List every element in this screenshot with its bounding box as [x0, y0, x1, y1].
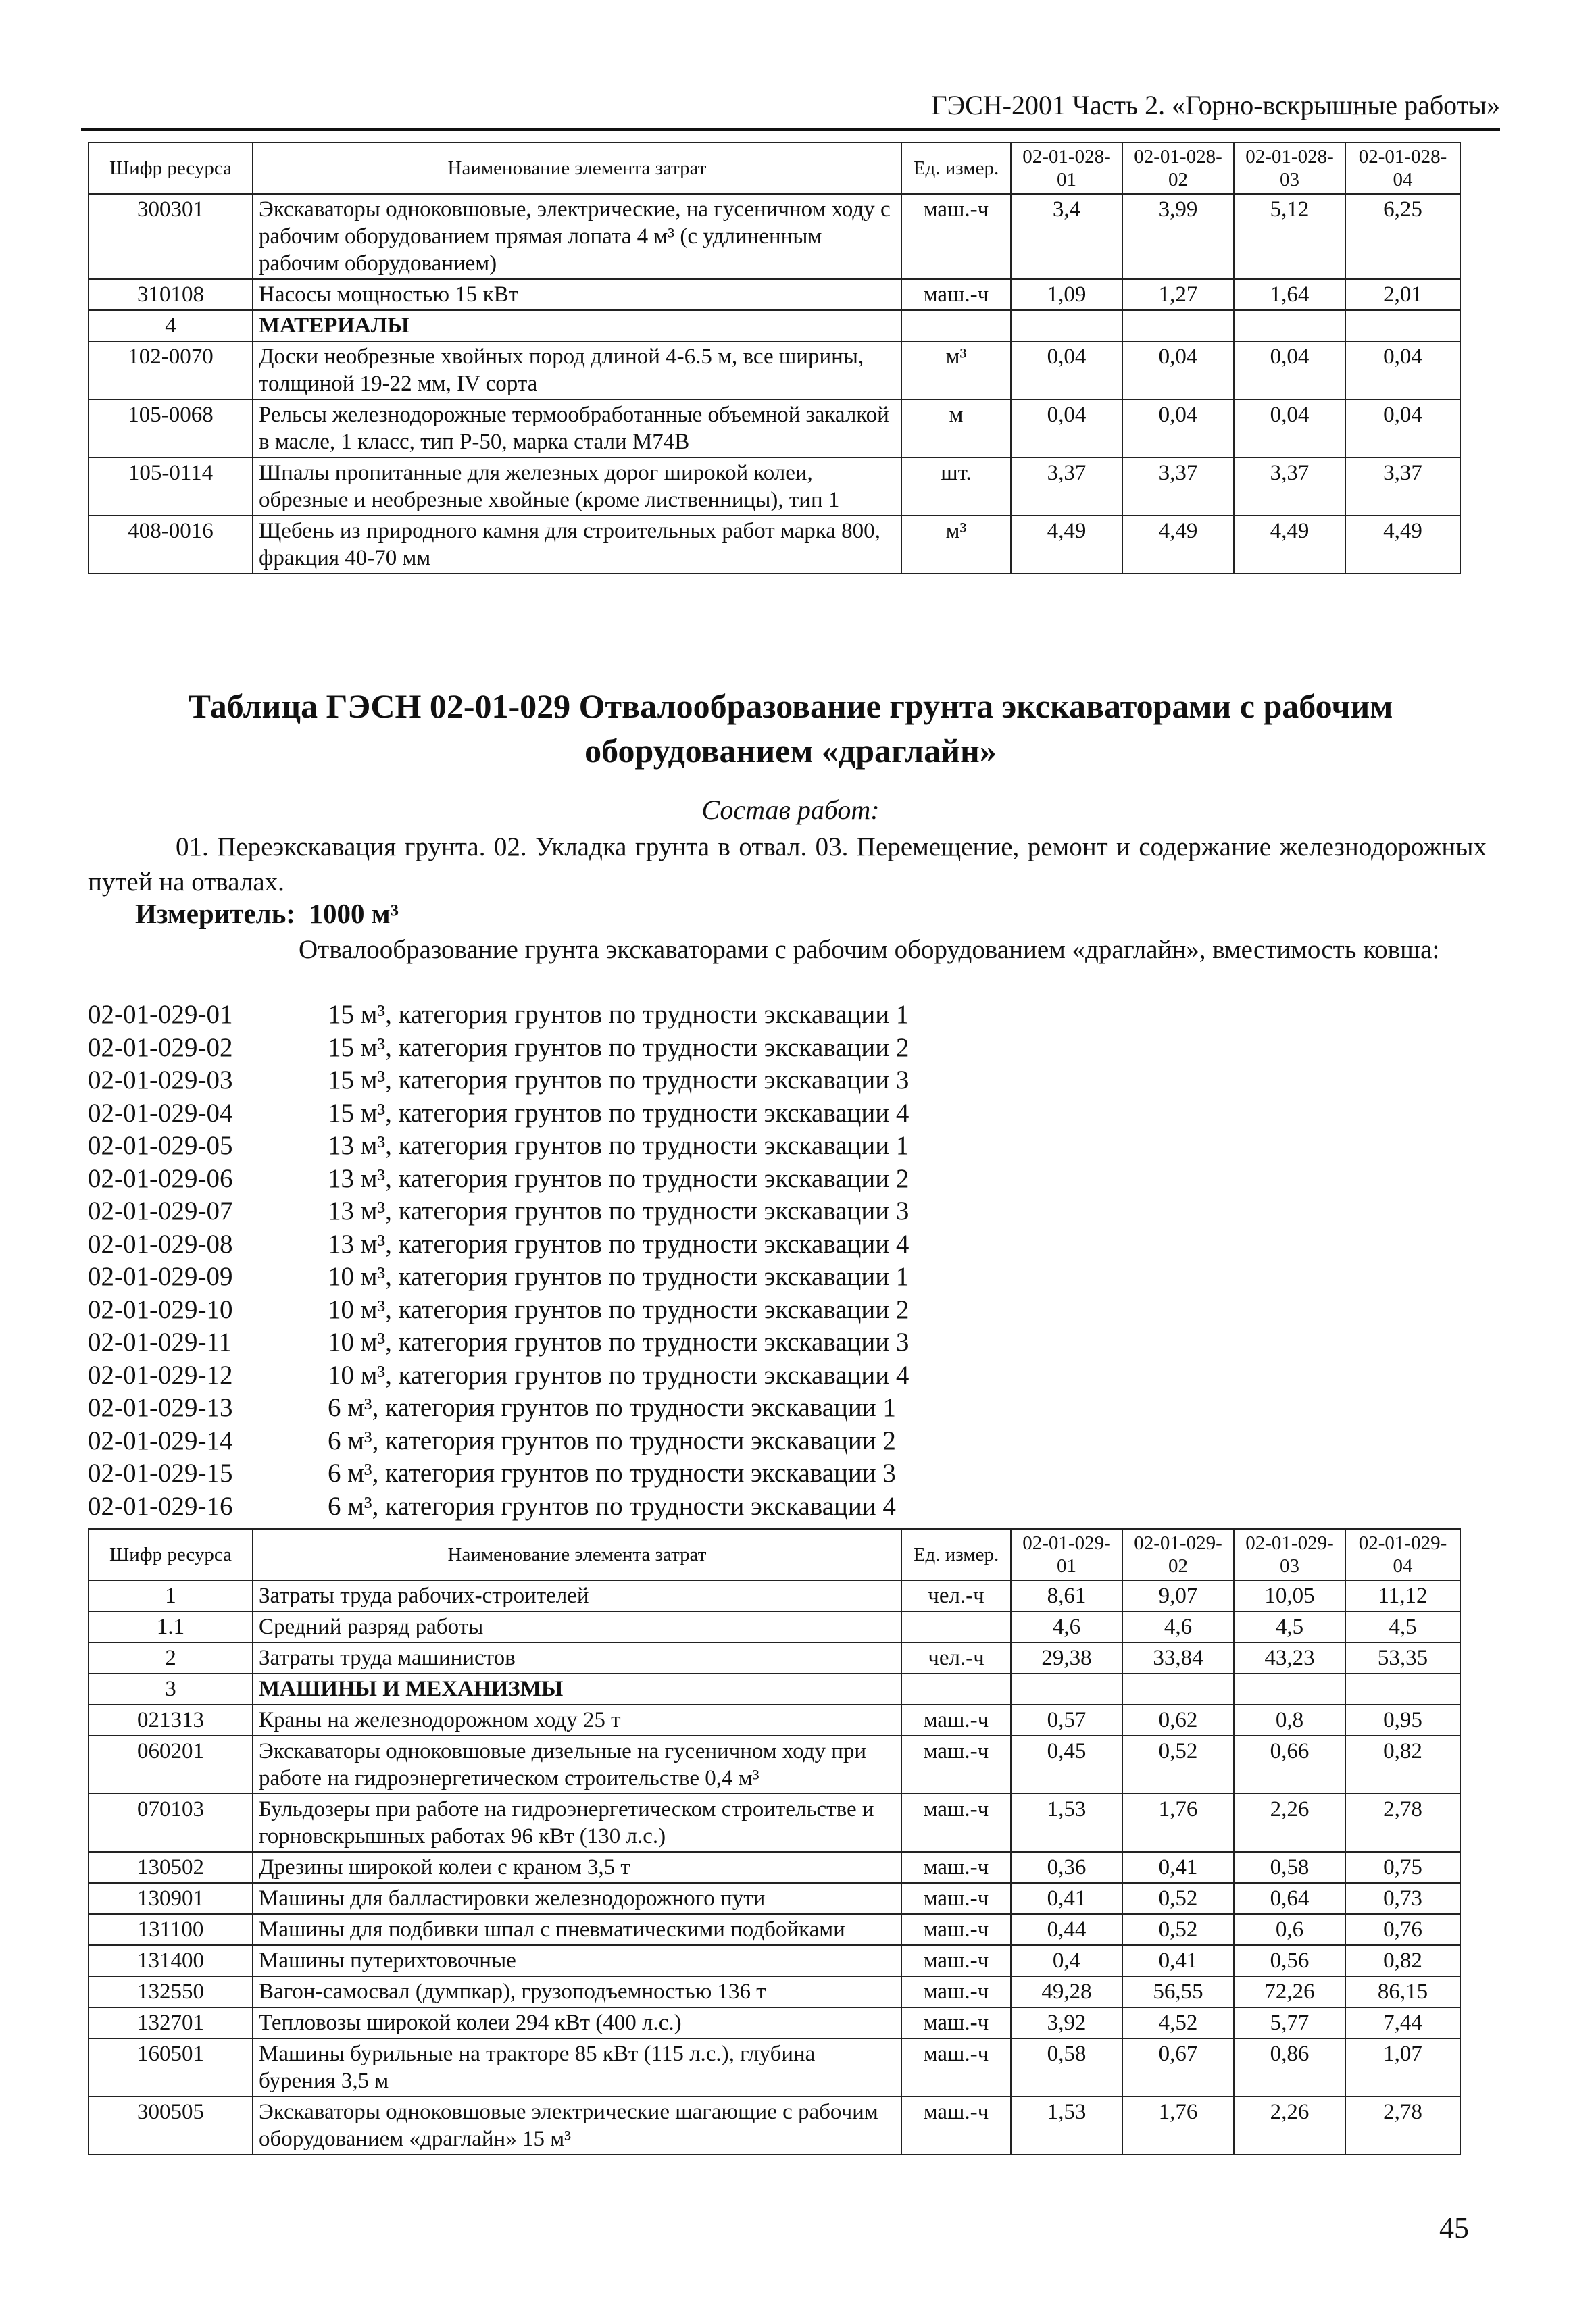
norm-value: [1234, 310, 1345, 341]
column-header-name: Наименование элемента затрат: [253, 1529, 901, 1580]
norm-value: 4,49: [1345, 515, 1460, 574]
norm-value: 4,49: [1122, 515, 1234, 574]
table-row: [89, 457, 1460, 515]
norm-value: [1122, 1674, 1234, 1705]
norm-value: 1,07: [1345, 2038, 1460, 2096]
unit: маш.-ч: [901, 2038, 1011, 2096]
unit: маш.-ч: [901, 1705, 1011, 1736]
norm-value: 0,41: [1011, 1883, 1122, 1914]
resource-code: 105-0068: [89, 399, 253, 457]
norm-value: 7,44: [1345, 2007, 1460, 2038]
resource-name: Машины путерихтовочные: [253, 1945, 901, 1976]
norm-value: 0,04: [1011, 341, 1122, 399]
norm-value: 2,01: [1345, 279, 1460, 310]
variant-item: [88, 1032, 1493, 1065]
resource-code: 060201: [89, 1736, 253, 1794]
unit: маш.-ч: [901, 1852, 1011, 1883]
unit: маш.-ч: [901, 1945, 1011, 1976]
norm-value: 0,44: [1011, 1914, 1122, 1945]
resource-code: 102-0070: [89, 341, 253, 399]
running-header: ГЭСН-2001 Часть 2. «Горно-вскрышные работы»: [931, 90, 1500, 120]
variant-code: 02-01-029-05: [88, 1131, 233, 1160]
variant-item: [88, 1228, 1493, 1261]
resource-code: 160501: [89, 2038, 253, 2096]
norm-value: 0,58: [1234, 1852, 1345, 1883]
resource-name: Краны на железнодорожном ходу 25 т: [253, 1705, 901, 1736]
resource-code: 021313: [89, 1705, 253, 1736]
table-row: [89, 2096, 1460, 2155]
column-header-variant: 02-01-028-04: [1345, 143, 1460, 194]
table-row: [89, 194, 1460, 279]
unit: чел.-ч: [901, 1580, 1011, 1611]
norm-value: 0,95: [1345, 1705, 1460, 1736]
column-header-unit: Ед. измер.: [901, 143, 1011, 194]
norm-value: 33,84: [1122, 1642, 1234, 1674]
resource-name: Дрезины широкой колеи с краном 3,5 т: [253, 1852, 901, 1883]
norm-value: 0,8: [1234, 1705, 1345, 1736]
variants-list: [88, 999, 1493, 1523]
resource-code: 300505: [89, 2096, 253, 2155]
table-row: [89, 1945, 1460, 1976]
resource-name: МАШИНЫ И МЕХАНИЗМЫ: [253, 1674, 901, 1705]
norm-value: 2,26: [1234, 2096, 1345, 2155]
composition-title: Состав работ:: [701, 795, 880, 825]
table-row: [89, 1611, 1460, 1642]
norm-value: 6,25: [1345, 194, 1460, 279]
variant-code: 02-01-029-02: [88, 1032, 233, 1062]
resource-name: Рельсы железнодорожные термообработанные объемной закалкой в масле, 1 класс, тип Р-50, марка стали М74В: [253, 399, 901, 457]
table-row: [89, 1736, 1460, 1794]
norm-value: 0,67: [1122, 2038, 1234, 2096]
norm-value: 29,38: [1011, 1642, 1122, 1674]
norm-value: 0,52: [1122, 1914, 1234, 1945]
variant-code: 02-01-029-06: [88, 1163, 233, 1193]
norm-value: 0,73: [1345, 1883, 1460, 1914]
variant-item: [88, 1261, 1493, 1294]
norm-value: 0,52: [1122, 1736, 1234, 1794]
unit: шт.: [901, 457, 1011, 515]
norm-value: [1345, 310, 1460, 341]
variant-description: 10 м³, категория грунтов по трудности экскавации 4: [328, 1360, 909, 1390]
resource-name: Экскаваторы одноковшовые, электрические, на гусеничном ходу с рабочим оборудованием прямая лопата 4 м³ (с удлиненным рабочим оборудованием): [253, 194, 901, 279]
table-row: [89, 1642, 1460, 1674]
variant-description: 6 м³, категория грунтов по трудности экскавации 4: [328, 1491, 896, 1521]
section-row: [89, 310, 1460, 341]
unit: маш.-ч: [901, 1976, 1011, 2007]
variant-item: [88, 999, 1493, 1032]
resource-name: Средний разряд работы: [253, 1611, 901, 1642]
norm-value: 1,64: [1234, 279, 1345, 310]
variant-code: 02-01-029-12: [88, 1360, 233, 1390]
norm-value: 2,78: [1345, 1794, 1460, 1852]
variant-item: [88, 1326, 1493, 1359]
resource-code: 1.1: [89, 1611, 253, 1642]
composition-text: 01. Переэкскавация грунта. 02. Укладка грунта в отвал. 03. Перемещение, ремонт и содержание железнодорожных путей на отвалах.: [88, 832, 1487, 897]
norm-value: 4,5: [1234, 1611, 1345, 1642]
variant-item: [88, 1130, 1493, 1163]
norm-value: 2,78: [1345, 2096, 1460, 2155]
norm-value: 3,99: [1122, 194, 1234, 279]
resource-name: Бульдозеры при работе на гидроэнергетическом строительстве и горновскрышных работах 96 кВт (130 л.с.): [253, 1794, 901, 1852]
resource-code: 131400: [89, 1945, 253, 1976]
resource-code: 300301: [89, 194, 253, 279]
norm-value: 0,6: [1234, 1914, 1345, 1945]
column-header-code: Шифр ресурса: [89, 1529, 253, 1580]
resource-code: 105-0114: [89, 457, 253, 515]
resource-name: Вагон-самосвал (думпкар), грузоподъемностью 136 т: [253, 1976, 901, 2007]
table-row: [89, 279, 1460, 310]
unit: м³: [901, 341, 1011, 399]
variant-code: 02-01-029-01: [88, 1000, 233, 1029]
meter-value: 1000 м³: [309, 898, 399, 929]
resource-code: 130502: [89, 1852, 253, 1883]
unit: маш.-ч: [901, 279, 1011, 310]
variant-code: 02-01-029-04: [88, 1098, 233, 1128]
variant-description: 15 м³, категория грунтов по трудности экскавации 1: [328, 1000, 909, 1029]
resource-name: Шпалы пропитанные для железных дорог широкой колеи, обрезные и необрезные хвойные (кроме лиственницы), тип 1: [253, 457, 901, 515]
variant-code: 02-01-029-09: [88, 1262, 233, 1291]
table-row: [89, 1705, 1460, 1736]
table-row: [89, 1976, 1460, 2007]
variant-code: 02-01-029-08: [88, 1229, 233, 1259]
norm-value: 43,23: [1234, 1642, 1345, 1674]
variant-description: 13 м³, категория грунтов по трудности экскавации 3: [328, 1197, 909, 1226]
variant-description: 6 м³, категория грунтов по трудности экскавации 3: [328, 1459, 896, 1488]
norm-value: 0,66: [1234, 1736, 1345, 1794]
norm-value: 4,6: [1122, 1611, 1234, 1642]
resource-code: 408-0016: [89, 515, 253, 574]
resource-code: 132550: [89, 1976, 253, 2007]
norm-value: 72,26: [1234, 1976, 1345, 2007]
norm-value: 0,82: [1345, 1945, 1460, 1976]
variant-item: [88, 1425, 1493, 1458]
norm-value: 0,4: [1011, 1945, 1122, 1976]
variant-code: 02-01-029-03: [88, 1065, 233, 1095]
resource-name: Щебень из природного камня для строительных работ марка 800, фракция 40-70 мм: [253, 515, 901, 574]
resource-code: 3: [89, 1674, 253, 1705]
unit: маш.-ч: [901, 1883, 1011, 1914]
resource-code: 130901: [89, 1883, 253, 1914]
variants-intro: Отвалообразование грунта экскаваторами с рабочим оборудованием «драглайн», вместимость ковша:: [299, 935, 1440, 964]
norm-value: 1,09: [1011, 279, 1122, 310]
table-row: [89, 515, 1460, 574]
variant-code: 02-01-029-13: [88, 1393, 233, 1422]
variant-description: 15 м³, категория грунтов по трудности экскавации 4: [328, 1098, 909, 1128]
table-row: [89, 341, 1460, 399]
norm-value: 3,37: [1122, 457, 1234, 515]
resource-name: Затраты труда машинистов: [253, 1642, 901, 1674]
norm-value: 0,57: [1011, 1705, 1122, 1736]
norm-value: 0,52: [1122, 1883, 1234, 1914]
norm-value: 0,56: [1234, 1945, 1345, 1976]
table-row: [89, 399, 1460, 457]
variant-description: 13 м³, категория грунтов по трудности экскавации 2: [328, 1163, 909, 1193]
column-header-variant: 02-01-029-04: [1345, 1529, 1460, 1580]
unit: маш.-ч: [901, 1736, 1011, 1794]
unit: м: [901, 399, 1011, 457]
resource-name: МАТЕРИАЛЫ: [253, 310, 901, 341]
variant-description: 6 м³, категория грунтов по трудности экскавации 1: [328, 1393, 896, 1422]
resource-name: Машины для подбивки шпал с пневматическими подбойками: [253, 1914, 901, 1945]
norm-value: 2,26: [1234, 1794, 1345, 1852]
resource-table-029: [88, 1528, 1461, 2155]
norm-value: [1122, 310, 1234, 341]
norm-value: 0,04: [1234, 341, 1345, 399]
unit: [901, 1674, 1011, 1705]
unit: [901, 1611, 1011, 1642]
variant-item: [88, 1195, 1493, 1228]
norm-value: 3,92: [1011, 2007, 1122, 2038]
table-row: [89, 2007, 1460, 2038]
resource-name: Насосы мощностью 15 кВт: [253, 279, 901, 310]
variant-description: 13 м³, категория грунтов по трудности экскавации 4: [328, 1229, 909, 1259]
norm-value: 1,53: [1011, 2096, 1122, 2155]
norm-value: 3,37: [1345, 457, 1460, 515]
resource-name: Затраты труда рабочих-строителей: [253, 1580, 901, 1611]
table-row: [89, 1580, 1460, 1611]
table-row: [89, 1914, 1460, 1945]
variant-item: [88, 1457, 1493, 1490]
unit: м³: [901, 515, 1011, 574]
resource-name: Экскаваторы одноковшовые дизельные на гусеничном ходу при работе на гидроэнергетическом строительстве 0,4 м³: [253, 1736, 901, 1794]
variant-item: [88, 1392, 1493, 1425]
variant-item: [88, 1064, 1493, 1097]
norm-value: 1,76: [1122, 1794, 1234, 1852]
unit: маш.-ч: [901, 194, 1011, 279]
norm-value: [1011, 1674, 1122, 1705]
norm-value: [1345, 1674, 1460, 1705]
variant-code: 02-01-029-15: [88, 1459, 233, 1488]
meter: [135, 897, 399, 930]
norm-value: 5,12: [1234, 194, 1345, 279]
norm-value: 5,77: [1234, 2007, 1345, 2038]
column-header-variant: 02-01-029-02: [1122, 1529, 1234, 1580]
table-title: Таблица ГЭСН 02-01-029 Отвалообразование грунта экскаваторами с рабочим оборудованием «драглайн»: [188, 687, 1393, 770]
norm-value: 11,12: [1345, 1580, 1460, 1611]
column-header-code: Шифр ресурса: [89, 143, 253, 194]
norm-value: 4,5: [1345, 1611, 1460, 1642]
unit: маш.-ч: [901, 2007, 1011, 2038]
norm-value: 8,61: [1011, 1580, 1122, 1611]
resource-code: 2: [89, 1642, 253, 1674]
variant-description: 6 м³, категория грунтов по трудности экскавации 2: [328, 1426, 896, 1455]
norm-value: 0,58: [1011, 2038, 1122, 2096]
norm-value: 0,64: [1234, 1883, 1345, 1914]
page-number: 45: [1439, 2211, 1469, 2244]
meter-label: Измеритель:: [135, 898, 296, 929]
variant-item: [88, 1163, 1493, 1196]
column-header-name: Наименование элемента затрат: [253, 143, 901, 194]
norm-value: 0,86: [1234, 2038, 1345, 2096]
variant-description: 10 м³, категория грунтов по трудности экскавации 3: [328, 1328, 909, 1357]
column-header-unit: Ед. измер.: [901, 1529, 1011, 1580]
norm-value: 9,07: [1122, 1580, 1234, 1611]
norm-value: 86,15: [1345, 1976, 1460, 2007]
column-header-variant: 02-01-028-03: [1234, 143, 1345, 194]
norm-value: 4,49: [1234, 515, 1345, 574]
variant-description: 10 м³, категория грунтов по трудности экскавации 1: [328, 1262, 909, 1291]
unit: чел.-ч: [901, 1642, 1011, 1674]
variant-item: [88, 1294, 1493, 1327]
norm-value: 0,76: [1345, 1914, 1460, 1945]
resource-code: 132701: [89, 2007, 253, 2038]
norm-value: 0,82: [1345, 1736, 1460, 1794]
resource-code: 310108: [89, 279, 253, 310]
variant-code: 02-01-029-16: [88, 1491, 233, 1521]
table-row: [89, 2038, 1460, 2096]
norm-value: 0,62: [1122, 1705, 1234, 1736]
resource-name: Тепловозы широкой колеи 294 кВт (400 л.с.): [253, 2007, 901, 2038]
table-row: [89, 1794, 1460, 1852]
norm-value: 4,49: [1011, 515, 1122, 574]
column-header-variant: 02-01-029-01: [1011, 1529, 1122, 1580]
norm-value: 3,4: [1011, 194, 1122, 279]
norm-value: [1011, 310, 1122, 341]
norm-value: 0,36: [1011, 1852, 1122, 1883]
norm-value: 0,41: [1122, 1852, 1234, 1883]
norm-value: 3,37: [1011, 457, 1122, 515]
column-header-variant: 02-01-029-03: [1234, 1529, 1345, 1580]
norm-value: 1,53: [1011, 1794, 1122, 1852]
norm-value: 0,04: [1011, 399, 1122, 457]
variant-code: 02-01-029-11: [88, 1328, 232, 1357]
norm-value: 1,27: [1122, 279, 1234, 310]
resource-table-028: [88, 142, 1461, 574]
column-header-variant: 02-01-028-02: [1122, 143, 1234, 194]
norm-value: 0,04: [1345, 341, 1460, 399]
table-row: [89, 1852, 1460, 1883]
resource-name: Доски необрезные хвойных пород длиной 4-6.5 м, все ширины, толщиной 19-22 мм, IV сорта: [253, 341, 901, 399]
norm-value: 10,05: [1234, 1580, 1345, 1611]
unit: маш.-ч: [901, 1794, 1011, 1852]
norm-value: 0,45: [1011, 1736, 1122, 1794]
norm-value: 0,04: [1122, 341, 1234, 399]
norm-value: 1,76: [1122, 2096, 1234, 2155]
variant-code: 02-01-029-07: [88, 1197, 233, 1226]
norm-value: 53,35: [1345, 1642, 1460, 1674]
resource-name: Машины бурильные на тракторе 85 кВт (115 л.с.), глубина бурения 3,5 м: [253, 2038, 901, 2096]
norm-value: [1234, 1674, 1345, 1705]
norm-value: 49,28: [1011, 1976, 1122, 2007]
norm-value: 4,6: [1011, 1611, 1122, 1642]
table-row: [89, 1883, 1460, 1914]
resource-code: 4: [89, 310, 253, 341]
norm-value: 4,52: [1122, 2007, 1234, 2038]
norm-value: 3,37: [1234, 457, 1345, 515]
norm-value: 0,04: [1234, 399, 1345, 457]
unit: маш.-ч: [901, 1914, 1011, 1945]
variant-description: 13 м³, категория грунтов по трудности экскавации 1: [328, 1131, 909, 1160]
section-row: [89, 1674, 1460, 1705]
norm-value: 56,55: [1122, 1976, 1234, 2007]
variant-description: 15 м³, категория грунтов по трудности экскавации 3: [328, 1065, 909, 1095]
resource-code: 131100: [89, 1914, 253, 1945]
resource-code: 070103: [89, 1794, 253, 1852]
unit: маш.-ч: [901, 2096, 1011, 2155]
norm-value: 0,41: [1122, 1945, 1234, 1976]
norm-value: 0,04: [1122, 399, 1234, 457]
variant-item: [88, 1097, 1493, 1130]
variant-item: [88, 1490, 1493, 1524]
unit: [901, 310, 1011, 341]
variant-code: 02-01-029-10: [88, 1294, 233, 1324]
resource-name: Экскаваторы одноковшовые электрические шагающие с рабочим оборудованием «драглайн» 15 м³: [253, 2096, 901, 2155]
column-header-variant: 02-01-028-01: [1011, 143, 1122, 194]
variant-description: 15 м³, категория грунтов по трудности экскавации 2: [328, 1032, 909, 1062]
resource-name: Машины для балластировки железнодорожного пути: [253, 1883, 901, 1914]
variant-description: 10 м³, категория грунтов по трудности экскавации 2: [328, 1294, 909, 1324]
norm-value: 0,75: [1345, 1852, 1460, 1883]
header-rule: [81, 128, 1500, 131]
variant-item: [88, 1359, 1493, 1392]
variant-code: 02-01-029-14: [88, 1426, 233, 1455]
resource-code: 1: [89, 1580, 253, 1611]
norm-value: 0,04: [1345, 399, 1460, 457]
